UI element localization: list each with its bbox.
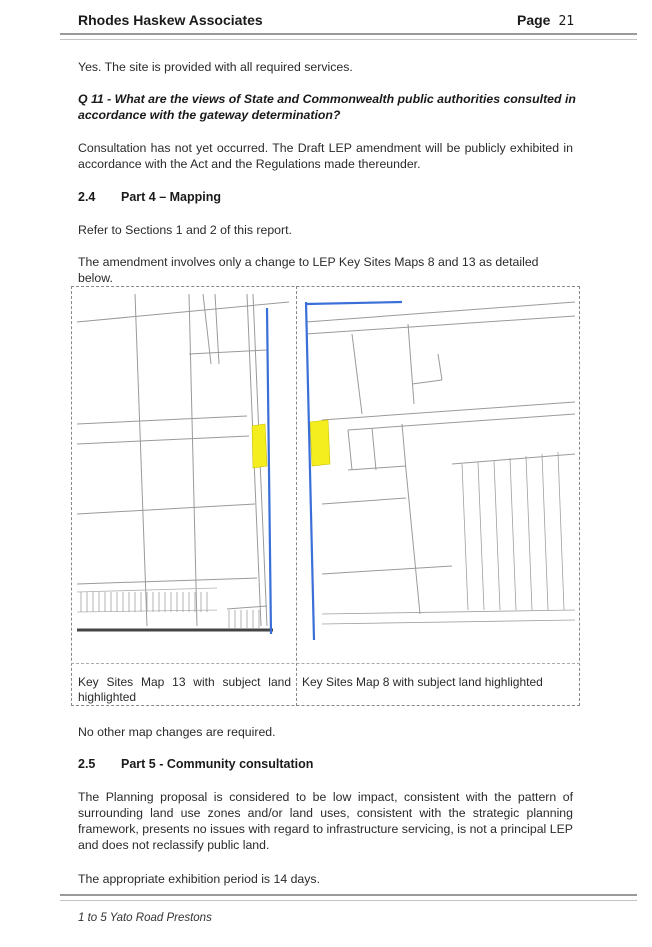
map-table-divider: [296, 286, 297, 706]
key-sites-map-8: [302, 294, 575, 640]
section-number: 2.5: [78, 757, 96, 771]
paragraph-amendment: The amendment involves only a change to LEP Key Sites Maps 8 and 13 as detailed below.: [78, 255, 539, 285]
map-table-row-divider: [71, 663, 580, 664]
paragraph-no-other-changes: No other map changes are required.: [78, 725, 276, 739]
map-8-caption: Key Sites Map 8 with subject land highlighted: [302, 675, 543, 689]
paragraph-consultation: Consultation has not yet occurred. The Draft LEP amendment will be publicly exhibited in accordance with the Act and the Regulations made thereunder.: [78, 141, 573, 171]
paragraph-refer: Refer to Sections 1 and 2 of this report.: [78, 223, 292, 237]
subject-land-highlight: [252, 424, 267, 468]
header-rule: [60, 33, 637, 40]
paragraph-exhibition-period: The appropriate exhibition period is 14 days.: [78, 872, 320, 886]
header-page: [517, 12, 574, 29]
section-2-4-heading: [78, 190, 221, 204]
footer-address: 1 to 5 Yato Road Prestons: [78, 912, 212, 924]
paragraph-services: Yes. The site is provided with all required services.: [78, 60, 353, 74]
header-company: Rhodes Haskew Associates: [78, 12, 263, 28]
footer-rule: [60, 894, 637, 901]
page-label: Page: [517, 12, 551, 28]
page-number: 21: [558, 14, 575, 29]
section-number: 2.4: [78, 190, 96, 204]
section-title: Part 5 - Community consultation: [121, 757, 314, 771]
subject-land-highlight: [310, 420, 330, 466]
paragraph-planning-proposal: The Planning proposal is considered to be low impact, consistent with the pattern of surrounding land use zones and/or land uses, consistent with the strategic planning framework, presents no issues with regard to infrastructure servicing, is not a principal LEP and does not reclassify public land.: [78, 790, 573, 852]
key-sites-map-13: [77, 294, 289, 640]
section-2-5-heading: [78, 757, 313, 771]
question-11: Q 11 - What are the views of State and Commonwealth public authorities consulted in accordance with the gateway determination?: [78, 92, 576, 122]
section-title: Part 4 – Mapping: [121, 190, 222, 204]
map-13-caption: Key Sites Map 13 with subject land highlighted: [78, 675, 291, 704]
